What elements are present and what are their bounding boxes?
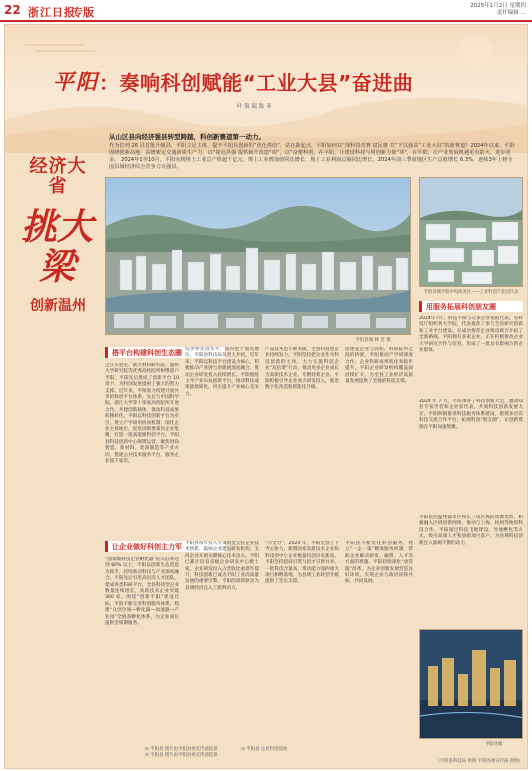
photo-caption: 平阳县城 林 善 摄	[355, 338, 391, 343]
bottom-right-photo	[419, 629, 523, 739]
photo-credits-2	[241, 747, 341, 753]
section-tag: 专版	[72, 6, 94, 19]
bottom-photo-caption: 平阳县城	[485, 742, 503, 747]
intro-body: 作为位列 26 县首批升级县，平阳立足主体，提升平阳县创新的“优化供给”。站在新起点，平阳如何以“现科技竞赛 富民惠 共”下以强县“工业大县”的新赛道？2024年以来，平阳围绕创新高地、高增新定交通新质生产力，以“提追县强 提供载升改造“项”，以“奋建科创，在平阳，让建设科技与用创新力量“项”，在平阳，让产业发展机遇更有影大、进步更多。 2024年1至10月，平阳实现规上工业总产值超千亿元，规上工业增加值同比增长、规上工业利润总额同比增长，2024年前三季度地区生产总值增长 6.3%，连续3年上榜全国县域经济综合竞争力百强县。	[109, 143, 515, 170]
city-night-illustration	[420, 630, 523, 739]
masthead	[0, 0, 532, 22]
article-column-3a: 产品技术也不断突破，全县科技型企业持续发力。平阳坚持把企业作为科技创新的主体，大力实施科技企业“双倍增”行动，推动更多企业成长为高新技术企业、专精特新企业。平阳积极引导企业加大研发投入，推进数字化改造和智能化升级。	[265, 347, 339, 391]
feature-frame	[4, 24, 528, 769]
headline-lead: 平阳	[53, 69, 99, 94]
credit-line: ① 平阳县 图片由平阳县委宣传部提供	[145, 747, 218, 752]
photo-credits-3: （平阳县科技局 供图 平阳县委宣传部 供图）	[435, 759, 523, 764]
headline-main: ：奏响科创赋能“工业大县”奋进曲	[99, 70, 414, 95]
side-title-big: 挑大梁	[20, 206, 93, 288]
article-column-3b: “尽全力”，2024 年，平阳全县上下齐心协力，新增国家高新技术企业和科技型中小企业数量均创历史新高。平阳坚持招商引资与招才引智并举，一批科技含量高、带动能力强的重大项目相继落地，为县域工业转型升级提供了坚实支撑。	[265, 541, 339, 585]
side-title-line1: 经济大省	[29, 156, 87, 197]
intro-title: 从山区县向经济强县转型跨越，科创新赛道第一动力。	[109, 133, 265, 141]
side-title	[11, 157, 99, 337]
article-column-2b: 平阳县每年投入专项资金支持企业技术创新，鼓励企业建设研发机构，支持企业开展关键核心技术攻关。平阳已累计培育省级企业研发中心数十家，企业研发投入占营收比重逐年提升，科技创新已成为平阳工业高质量发展的重要引擎。平阳的创新驱动为县域经济注入了澎湃动力。	[185, 541, 259, 591]
byline: 叶 海 瑞 陈 菲	[237, 104, 272, 110]
editor-text: 责任编辑 …	[496, 10, 526, 16]
paper-name: 浙江日报	[28, 6, 76, 19]
credit-line: ③ 平阳县 企业科创基地	[241, 747, 288, 752]
service-intro: 2024年7月，科技平阳与众多企业家的代表，省科技厅组织各大学院，代表推荐了参与全县研究创新和工业平台建设。在成功推荐企业推动联合开拓了全新路线。平阳拥有多家企业，正在积极推动企业大学研究合作与培育，形成了一批具有影响力的企业群体。	[419, 316, 523, 354]
article-column-5b: 平阳依托温州都市区和长三角区域的资源优势，积极融入区域创新网络，推动与上海、杭州等地的科技合作。平阳通过科技飞地建设、异地孵化等方式，吸引高端人才和创新项目落户，为县域科技创新注入源源不断的动力。	[419, 515, 523, 546]
article-column-5a: 2024 年 7 月，平阳承办了科技创新大会，邀请知名专家学者和企业家代表，共商科技创新发展大计。平阳积极推进科技服务体系建设，搭建多层次科技交流合作平台，拓展科创“朋友圈”，让创新资源在平阳加速集聚。	[419, 399, 523, 430]
headline	[53, 63, 483, 99]
page-number: 22	[4, 3, 21, 17]
photo-credits-1	[145, 747, 235, 759]
credit-line: ② 平阳县 图片由平阳县委宣传部提供	[145, 753, 218, 758]
article-column-4b: 平阳县不断优化科创服务，建立“一企一策”精准服务机制，帮助企业解决研发、融资、人才等方面的难题。平阳持续深化“放管服”改革，为企业创新发展营造良好环境，实现企业与政府同频共振、共同发展。	[345, 541, 413, 585]
city-illustration	[106, 178, 411, 335]
section-head-enterprise: 让企业做好科创主力军	[105, 541, 225, 552]
article-column-2a: 均世界先进水平，国内处于领先地位，平阳县科技局负责人介绍，近年来，平阳以科技平台建设为核心，积极推动产业链与创新链深度融合，推动企业研发投入持续增长。平阳围绕主导产业布局创新平台，推动科技成果就地转化，切实提升产业核心竞争力。	[185, 347, 259, 397]
date-line	[470, 3, 526, 17]
side-title-line2: 创新温州	[30, 298, 86, 314]
article-column-1b: “国家级科技企业孵化器”的入驻率达到 80% 以上，平阳以创新生态营造为抓手，持续推动科技与产业深度融合。平阳先后引进高层次人才团队，建成各类科研平台，全县科技型企业数量连续增长，高新技术企业突破 300 家。围绕“创新平阳”建设目标，平阳不断完善科创服务体系，构建“众创空间—孵化器—加速器—产业园”全链条孵化体系，为企业成长提供全周期服务。	[105, 557, 179, 627]
industrial-park-illustration	[420, 178, 523, 287]
aerial-city-photo	[105, 177, 411, 335]
industrial-park-photo	[419, 177, 523, 287]
date-text: 2025年1月2日 星期四	[470, 3, 526, 9]
section-head-platform: 搭平台构建科创生态圈	[105, 347, 225, 358]
right-photo-caption: 平阳县城平阳中央商务区——工业科创产业园代表	[423, 290, 519, 295]
article-column-1a: 之江实验室、浙大材料研究院、温州大学研究院等优秀高校院所相继落户平阳，平阳先后建成了创新平台 10 余个，为科创发展提供了强大的智力支撑。近年来，平阳着力构建开放共享的科创平台体系，先后与中国科学院、浙江大学等十余家高校院所开展合作，共建创新载体，推动科技成果转移转化。平阳以科技创新平台为牵引，建立产学研用协同机制，深化企业主体地位，促进创新要素向企业集聚，打造一批高能级科创平台。平阳县科技创新中心揭牌运营，聚焦时尚智造、新材料、装备制造等产业方向，搭建公共技术服务平台，服务企业超千家次。	[105, 363, 179, 465]
section-head-service: 用服务拓展科创朋友圈	[419, 301, 523, 312]
article-column-4a: 搭建起企业与高校、科研院所之间的桥梁，平阳推动产学研深度合作，企业科研成果转化率稳步提升。平阳企业研发机构覆盖面持续扩大，为全县工业经济高质量发展提供了坚强的科技支撑。	[345, 347, 413, 385]
